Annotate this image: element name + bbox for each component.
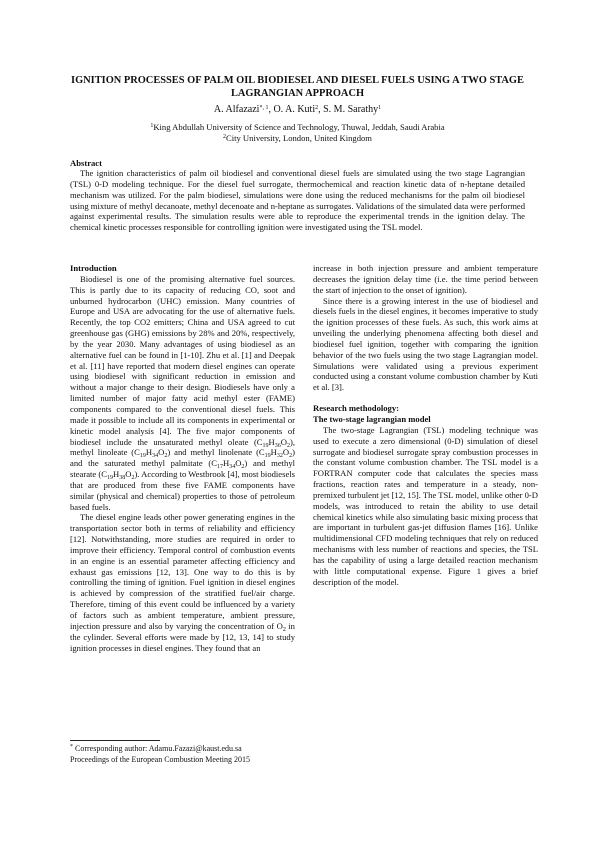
formula-subscript: 34 xyxy=(229,464,236,471)
intro-paragraph-1 xyxy=(70,274,295,513)
formula-subscript: 36 xyxy=(274,442,281,449)
text-run: Biodiesel is one of the promising alternative fuel sources. This is partly due to its capacity of reducing CO, soot and unburned hydrocarbon (UHC) emission. Many countries of Europe and USA are advocating for the use of alternative fuels. Recently, the top CO2 emitters; China and USA agreed to cut greenhouse gas (GHG) emissions by 28% and 20%, respectively, by the year 2030. Many advantages of using biodiesel as an alternative fuel can be found in [1-10]. Zhu et al. [1] and Deepak et al. [11] have reported that modern diesel engines can operate using biodiesel with significant reduction in emission and without a major change to their design. Biodiesels have only a limited number of major fatty acid methyl ester (FAME) components compared to the conventional diesel fuels. This made it possible to include all its components in experimental or kinetic model analysis [4]. The five major components of biodiesel include the unsaturated methyl oleate (C xyxy=(70,273,295,447)
footnote xyxy=(70,744,330,765)
formula-subscript: 38 xyxy=(119,475,126,482)
footnote-mark: * xyxy=(70,744,73,750)
text-run: ) and the saturated methyl palmitate (C xyxy=(70,447,295,469)
formula-element: O xyxy=(125,469,132,480)
text-run: The diesel engine leads other power generating engines in the transportation sector both in terms of reliability and efficiency [12]. Notwithstanding, more studies are required in order to improve their efficiency. Temporal control of combustion events in an engine is an essential parameter affecting efficiency and exhaust gas emissions [12, 13]. One way to do this is by controlling the timing of ignition. Fuel ignition in diesel engines is achieved by compression of the stratified fuel/air charge. Therefore, timing of this event could be influenced by a variety of factors such as ambient temperature, ambient pressure, injection pressure and also by varying the concentration of O xyxy=(70,512,295,631)
text-run: ), methyl linoleate (C xyxy=(70,436,295,458)
formula-subscript: 2 xyxy=(241,464,245,471)
formula-subscript: 19 xyxy=(107,475,113,482)
text-run: in the cylinder. Several efforts were made by [12, 13, 14] to study ignition processes in diesel engines. They found that an xyxy=(70,620,295,653)
author-name: A. Alfazazi xyxy=(213,104,260,115)
formula-element: H xyxy=(113,469,120,480)
formula-element: H xyxy=(268,436,275,447)
affiliation-mark: 2 xyxy=(222,134,226,140)
right-column xyxy=(313,263,538,587)
intro-paragraph-3: Since there is a growing interest in the use of biodiesel and diesels fuels in the diesel engines, it becomes imperative to study the ignition processes of these fuels. As such, this work aims at unveiling the underlying phenomena affecting both diesel and biodiesel fuel ignition, together with comparing the ignition behavior of the two fuels using the two stage Lagrangian model. Simulations were validated using a previous experiment conducted using a constant volume combustion chamber by Kuti et al. [3]. xyxy=(313,295,538,393)
formula-element: O xyxy=(158,447,165,458)
author-affiliation-mark: 1 xyxy=(378,105,382,111)
formula-subscript: 19 xyxy=(262,442,269,449)
methodology-paragraph: The two-stage Lagrangian (TSL) modeling technique was used to execute a zero dimensional (0-D) simulation of diesel surrogate and biodiesel surrogate spray combustion processes in the constant volume combustion chamber. The TSL model is a FORTRAN computer code that calculates the species mass fractions, reaction rates and temperature in a steady, non-premixed turbulent jet [12, 15]. The TSL model, unlike other 0-D models, was introduced to retain the ability to use detail chemical kinetics while also simulating basic mixing process that are important in turbulent gas-jet diffusion flames [16]. Unlike multidimensional CFD modeling techniques that rely on reduced mechanisms with less number of reactions and species, the TSL has the capability of using a large detailed reaction mechanism with little computational expense. Figure 1 gives a brief description of the model. xyxy=(313,424,538,587)
author-separator: , xyxy=(268,104,274,115)
abstract-text: The ignition characteristics of palm oil biodiesel and conventional diesel fuels are simulated using the two stage Lagrangian (TSL) 0-D modeling technique. For the diesel fuel surrogate, thermochemical and reaction kinetic data of n-heptane detailed mechanism was utilized. For the palm biodiesel, simulations were done using the reduced mechanisms for the palm oil biodiesel using mixture of methyl decanoate, methyl decenoate and n-heptane as surrogates. Validations of the simulated data were performed against experimental results. The simulation results were able to reproduce the experimental trends in the ignition delay. The chemical kinetic processes responsible for controlling ignition were investigated using the TSL model. xyxy=(70,168,525,233)
corresponding-author-note xyxy=(70,744,330,755)
author-name: O. A. Kuti xyxy=(273,104,316,115)
formula-element: H xyxy=(145,447,153,458)
paper-title: IGNITION PROCESSES OF PALM OIL BIODIESEL AND DIESEL FUELS USING A TWO STAGE LAGRANGIAN APPROACH xyxy=(71,75,524,99)
text-run: ) and methyl linolenate (C xyxy=(167,447,265,458)
formula-element: O xyxy=(280,436,287,447)
section-gap xyxy=(313,393,538,403)
formula-subscript: 2 xyxy=(164,453,168,460)
formula-element: H xyxy=(270,447,277,458)
formula-subscript: 2 xyxy=(289,453,293,460)
formula-subscript: 2 xyxy=(282,626,286,633)
author-affiliation-mark: *, 1 xyxy=(259,105,269,111)
formula-subscript: 2 xyxy=(286,442,290,449)
author-separator: , xyxy=(318,104,324,115)
formula-element: H xyxy=(222,458,230,469)
formula-subscript: 17 xyxy=(216,464,223,471)
methodology-heading: Research methodology: xyxy=(313,403,400,414)
formula-subscript: 2 xyxy=(131,475,135,482)
text-run: ). According to Westbrook [4], most biodiesels that are produced from these five FAME components have similar (physical and chemical) properties to those of petroleum based fuels. xyxy=(70,469,296,512)
formula-subscript: 19 xyxy=(264,453,271,460)
text-run: ) and methyl stearate (C xyxy=(70,458,296,480)
formula-subscript: 32 xyxy=(276,453,283,460)
affiliation-1 xyxy=(60,122,535,133)
left-column xyxy=(70,263,295,653)
affiliation-2 xyxy=(60,133,535,144)
affiliation-text: King Abdullah University of Science and Technology, Thuwal, Jeddah, Saudi Arabia xyxy=(153,122,445,132)
proceedings-note: Proceedings of the European Combustion Meeting 2015 xyxy=(70,754,250,764)
formula-subscript: 19 xyxy=(139,453,146,460)
footnote-rule xyxy=(70,740,160,741)
affiliation-text: City University, London, United Kingdom xyxy=(225,133,372,143)
intro-paragraph-2 xyxy=(70,512,295,653)
methodology-subheading: The two-stage lagrangian model xyxy=(313,413,431,424)
author-name: S. M. Sarathy xyxy=(323,104,379,115)
formula-element: O xyxy=(282,447,290,458)
author-line xyxy=(60,104,535,116)
formula-subscript: 34 xyxy=(152,453,159,460)
corresponding-author-text: Corresponding author: Adamu.Fazazi@kaust.edu.sa xyxy=(73,744,242,753)
formula-element: O xyxy=(235,458,242,469)
author-affiliation-mark: 2 xyxy=(315,105,319,111)
intro-paragraph-2-continued: increase in both injection pressure and ambient temperature decreases the ignition delay time (i.e. the time period between the start of injection to the onset of ignition). xyxy=(313,263,538,295)
introduction-heading: Introduction xyxy=(70,263,117,273)
abstract-heading: Abstract xyxy=(70,158,102,168)
affiliation-mark: 1 xyxy=(150,123,154,129)
